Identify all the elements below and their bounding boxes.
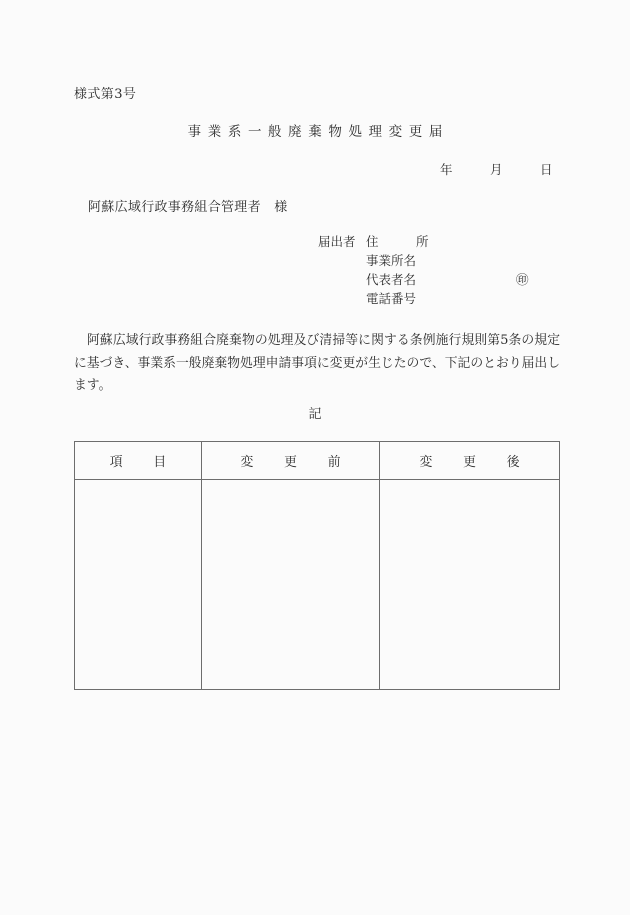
change-table [74, 441, 560, 690]
cell-before[interactable] [202, 480, 380, 690]
page-title: 事業系一般廃棄物処理変更届 [187, 124, 449, 140]
addressee-line: 阿蘇広域行政事務組合管理者 様 [88, 200, 288, 215]
column-header-item: 項 目 [75, 442, 202, 480]
address-label: 住 所 [366, 234, 429, 249]
phone-label: 電話番号 [366, 291, 417, 306]
ki-marker: 記 [308, 407, 322, 422]
column-header-before: 変 更 前 [202, 442, 380, 480]
date-line: 年 月 日 [440, 162, 553, 177]
representative-label: 代表者名 [366, 272, 417, 287]
submitter-label: 届出者 [318, 234, 356, 249]
column-header-after: 変 更 後 [380, 442, 560, 480]
table-body [75, 480, 560, 690]
submitter-phone-row [318, 289, 529, 308]
cell-item[interactable] [75, 480, 202, 690]
seal-icon: ㊞ [516, 272, 529, 287]
body-paragraph: 阿蘇広域行政事務組合廃棄物の処理及び清掃等に関する条例施行規則第5条の規定に基づき、事業系一般廃棄物処理申請事項に変更が生じたので、下記のとおり届出します。 [74, 333, 560, 393]
form-number: 様式第3号 [74, 87, 137, 102]
submitter-block [318, 232, 529, 308]
table-row [75, 480, 560, 690]
table-header [75, 442, 560, 480]
submitter-office-row [318, 251, 529, 270]
office-name-label: 事業所名 [366, 253, 417, 268]
table-header-row [75, 442, 560, 480]
cell-after[interactable] [380, 480, 560, 690]
submitter-representative-row [318, 270, 529, 289]
submitter-address-row [318, 232, 529, 251]
